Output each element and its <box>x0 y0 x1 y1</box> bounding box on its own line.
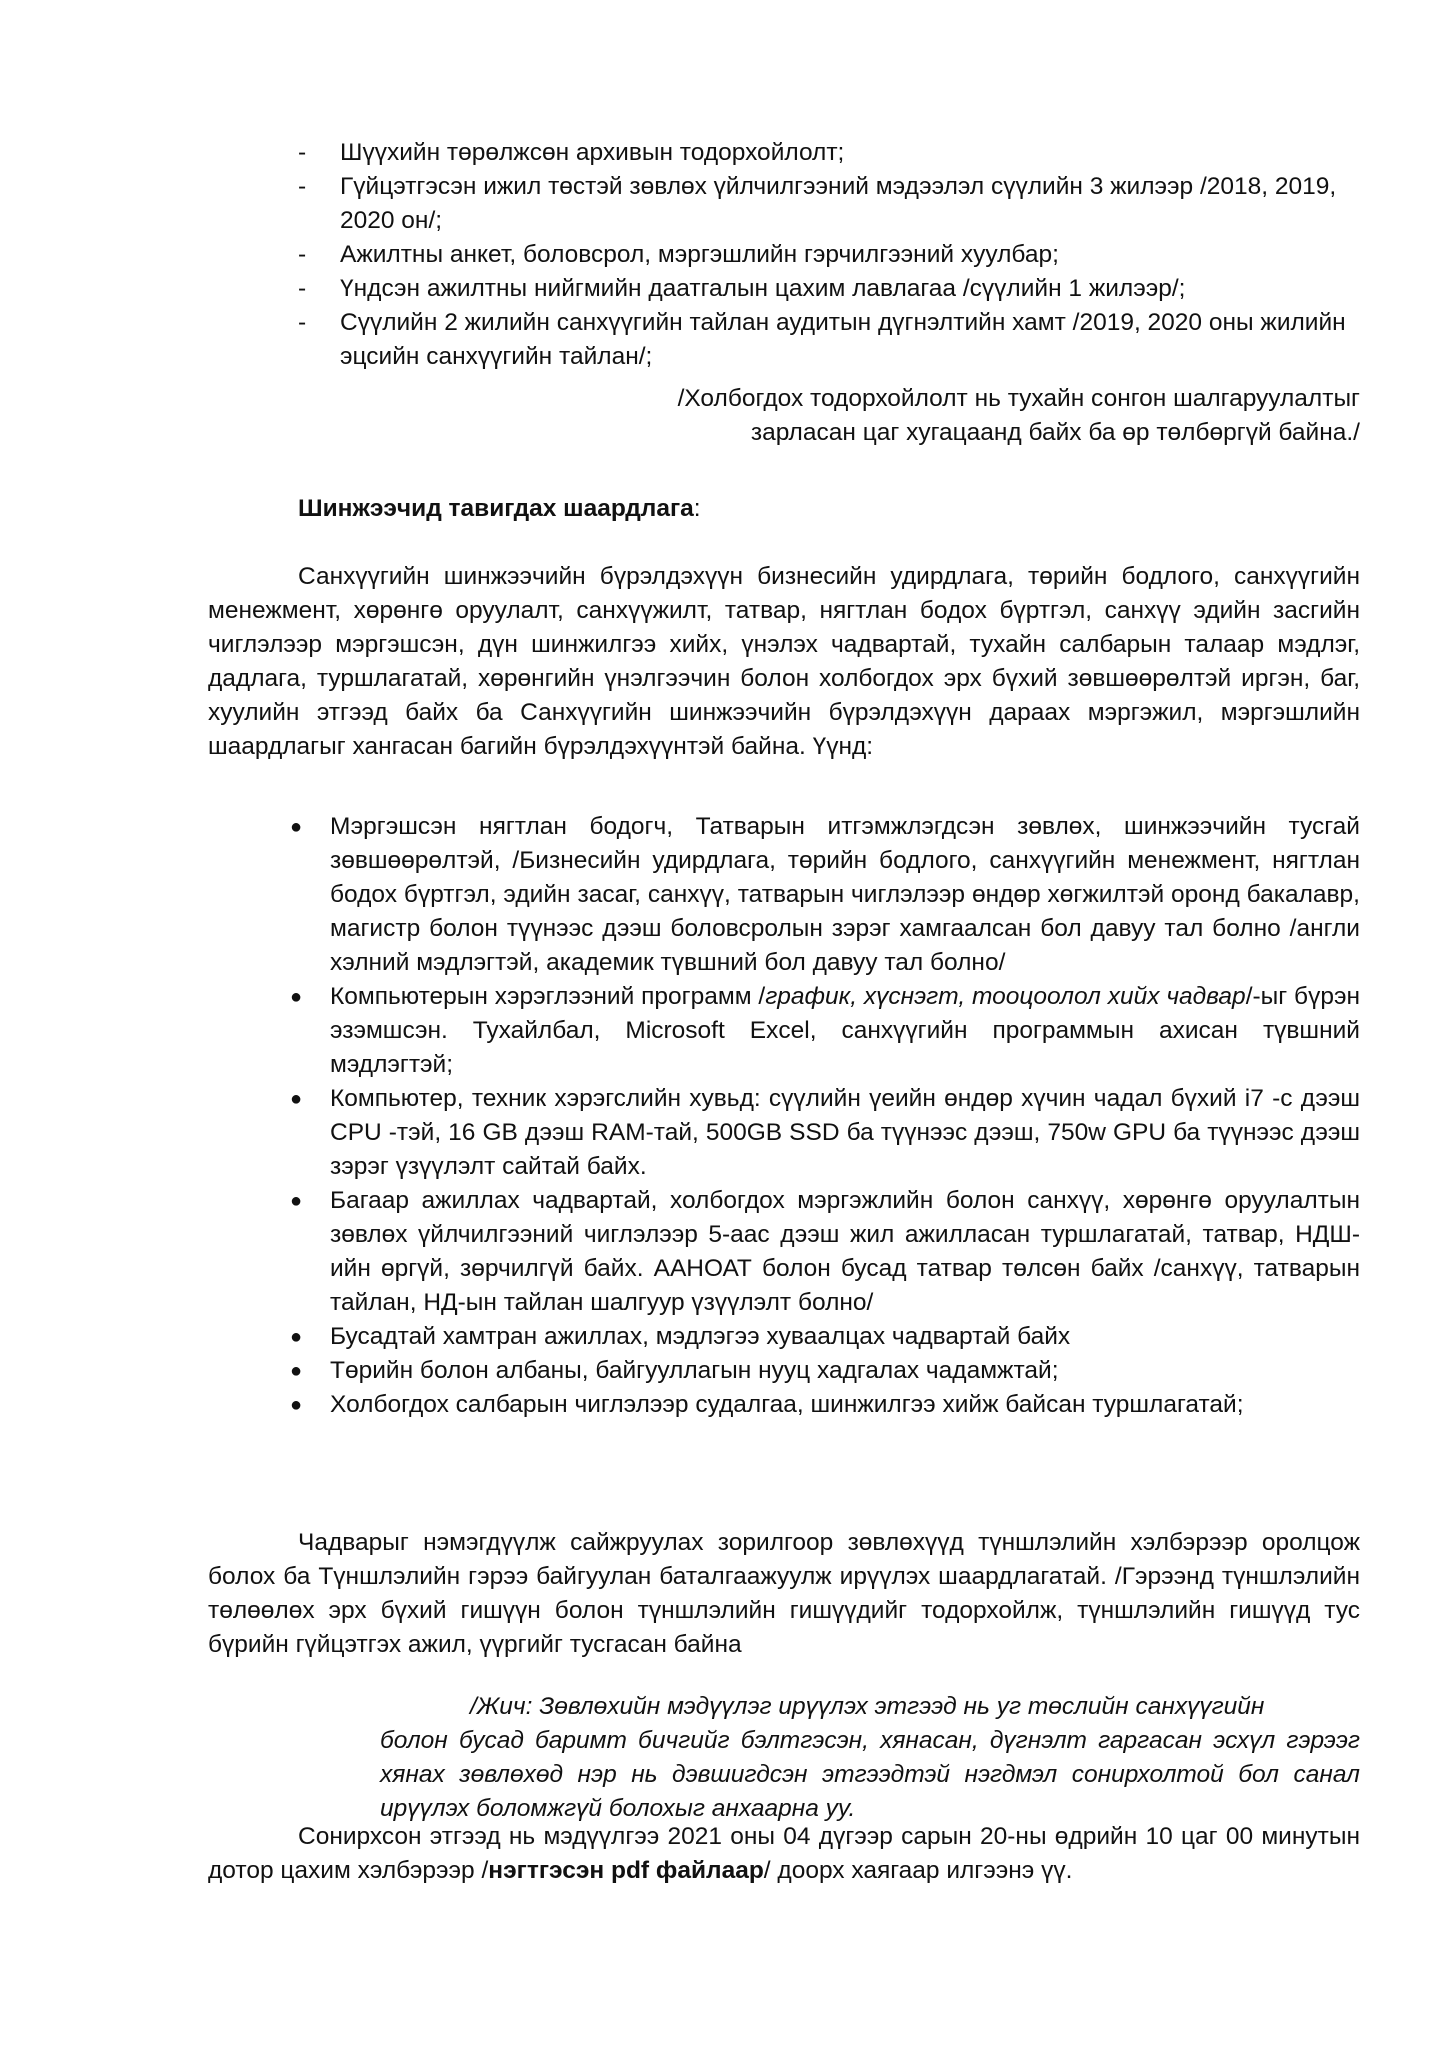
bullet-marker: ● <box>290 1088 303 1110</box>
bullet-marker: ● <box>290 816 303 838</box>
required-documents-list <box>298 136 1378 374</box>
dash-marker: - <box>298 275 307 302</box>
dash-marker: - <box>298 173 307 200</box>
list-item: ● Компьютер, техник хэрэгслийн хувьд: сүүлийн үеийн өндөр хүчин чадал бүхий i7 -с дээш CPU -тэй, 16 GB дээш RAM-тай, 500GB SSD ба түүнээс дээш, 750w GPU ба түүнээс дээш зэрэг үзүүлэлт сайтай байх. <box>288 1082 1360 1184</box>
submission-paragraph: Сонирхсон этгээд нь мэдүүлгээ 2021 оны 04 дүгээр сарын 20-ны өдрийн 10 цаг 00 минутын дотор цахим хэлбэрээр /нэгтгэсэн pdf файлаар/ доорх хаягаар илгээнэ үү. <box>208 1823 1360 1884</box>
bullet-marker: ● <box>290 1360 303 1382</box>
bullet-marker: ● <box>290 1394 303 1416</box>
list-item: - Гүйцэтгэсэн ижил төстэй зөвлөх үйлчилгээний мэдээлэл сүүлийн 3 жилээр /2018, 2019, 2020 он/; <box>298 170 1378 238</box>
list-item: - Сүүлийн 2 жилийн санхүүгийн тайлан аудитын дүгнэлтийн хамт /2019, 2020 оны жилийн эцсийн санхүүгийн тайлан/; <box>298 306 1378 374</box>
list-item: ● Мэргэшсэн нягтлан бодогч, Татварын итгэмжлэгдсэн зөвлөх, шинжээчийн тусгай зөвшөөрөлтэй, /Бизнесийн удирдлага, төрийн бодлого, санхүүгийн менежмент, нягтлан бодох бүртгэл, эдийн засаг, санхүү, татварын чиглэлээр өндөр хөгжилтэй оронд бакалавр, магистр болон түүнээс дээш боловсролын зэрэг хамгаалсан бол давуу тал болно /англи хэлний мэдлэгтэй, академик түвшний бол давуу тал болно/ <box>288 810 1360 980</box>
list-item: ● Багаар ажиллах чадвартай, холбогдох мэргэжлийн болон санхүү, хөрөнгө оруулалтын зөвлөх үйлчилгээний чиглэлээр 5-аас дээш жил ажилласан туршлагатай, татвар, НДШ-ийн өргүй, зөрчилгүй байх. ААНОАТ болон бусад татвар төлсөн байх /санхүү, татварын тайлан, НД-ын тайлан шалгуур үзүүлэлт болно/ <box>288 1184 1360 1320</box>
bullet-marker: ● <box>290 1326 303 1348</box>
expert-team-paragraph: Санхүүгийн шинжээчийн бүрэлдэхүүн бизнесийн удирдлага, төрийн бодлого, санхүүгийн менежмент, хөрөнгө оруулалт, санхүүжилт, татвар, нягтлан бодох бүртгэл, санхүү эдийн засгийн чиглэлээр мэргэшсэн, дүн шинжилгээ хийх, үнэлэх чадвартай, тухайн салбарын талаар мэдлэг, дадлага, туршлагатай, хөрөнгийн үнэлгээчин болон холбогдох эрх бүхий зөвшөөрөлтэй иргэн, баг, хуулийн этгээд байх ба Санхүүгийн шинжээчийн бүрэлдэхүүн дараах мэргэжил, мэргэшлийн шаардлагыг хангасан багийн бүрэлдэхүүнтэй байна. Үүнд: <box>208 563 1360 760</box>
list-item: - Ажилтны анкет, боловсрол, мэргэшлийн гэрчилгээний хуулбар; <box>298 238 1378 272</box>
dash-marker: - <box>298 241 307 268</box>
list-item: ● Төрийн болон албаны, байгууллагын нууц хадгалах чадамжтай; <box>288 1354 1360 1388</box>
requirements-bullet-list <box>288 810 1360 1422</box>
dash-marker: - <box>298 309 307 336</box>
bullet-marker: ● <box>290 1190 303 1212</box>
conflict-of-interest-note: /Жич: Зөвлөхийн мэдүүлэг ирүүлэх этгээд нь уг төслийн санхүүгийн болон бусад баримт бичгийг бэлтгэсэн, хянасан, дүгнэлт гаргасан эсхүл гэрээг хянах зөвлөхөд нэр нь дэвшигдсэн этгээдтэй нэгдмэл сонирхолтой бол санал ирүүлэх боломжгүй болохыг анхаарна уу. <box>380 1693 1360 1822</box>
list-item: ● Бусадтай хамтран ажиллах, мэдлэгээ хуваалцах чадвартай байх <box>288 1320 1360 1354</box>
certificate-note: /Холбогдох тодорхойлолт нь тухайн сонгон шалгаруулалтыг зарласан цаг хугацаанд байх ба өр төлбөргүй байна./ <box>677 385 1360 446</box>
list-item: - Үндсэн ажилтны нийгмийн даатгалын цахим лавлагаа /сүүлийн 1 жилээр/; <box>298 272 1378 306</box>
partnership-paragraph: Чадварыг нэмэгдүүлж сайжруулах зорилгоор зөвлөхүүд түншлэлийн хэлбэрээр оролцож болох ба Түншлэлийн гэрээ байгуулан баталгаажуулж ирүүлэх шаардлагатай. /Гэрээнд түншлэлийн төлөөлөх эрх бүхий гишүүн болон түншлэлийн гишүүдийг тодорхойлж, түншлэлийн гишүүд тус бүрийн гүйцэтгэх ажил, үүргийг тусгасан байна <box>208 1529 1360 1658</box>
list-item: - Шүүхийн төрөлжсөн архивын тодорхойлолт; <box>298 136 1378 170</box>
list-item: ● Компьютерын хэрэглээний программ /график, хүснэгт, тооцоолол хийх чадвар/-ыг бүрэн эзэмшсэн. Тухайлбал, Microsoft Excel, санхүүгийн программын ахисан түвшний мэдлэгтэй; <box>288 980 1360 1082</box>
bullet-marker: ● <box>290 986 303 1008</box>
section-heading: Шинжээчид тавигдах шаардлага: <box>298 495 701 522</box>
list-item: ● Холбогдох салбарын чиглэлээр судалгаа, шинжилгээ хийж байсан туршлагатай; <box>288 1388 1360 1422</box>
dash-marker: - <box>298 139 307 166</box>
